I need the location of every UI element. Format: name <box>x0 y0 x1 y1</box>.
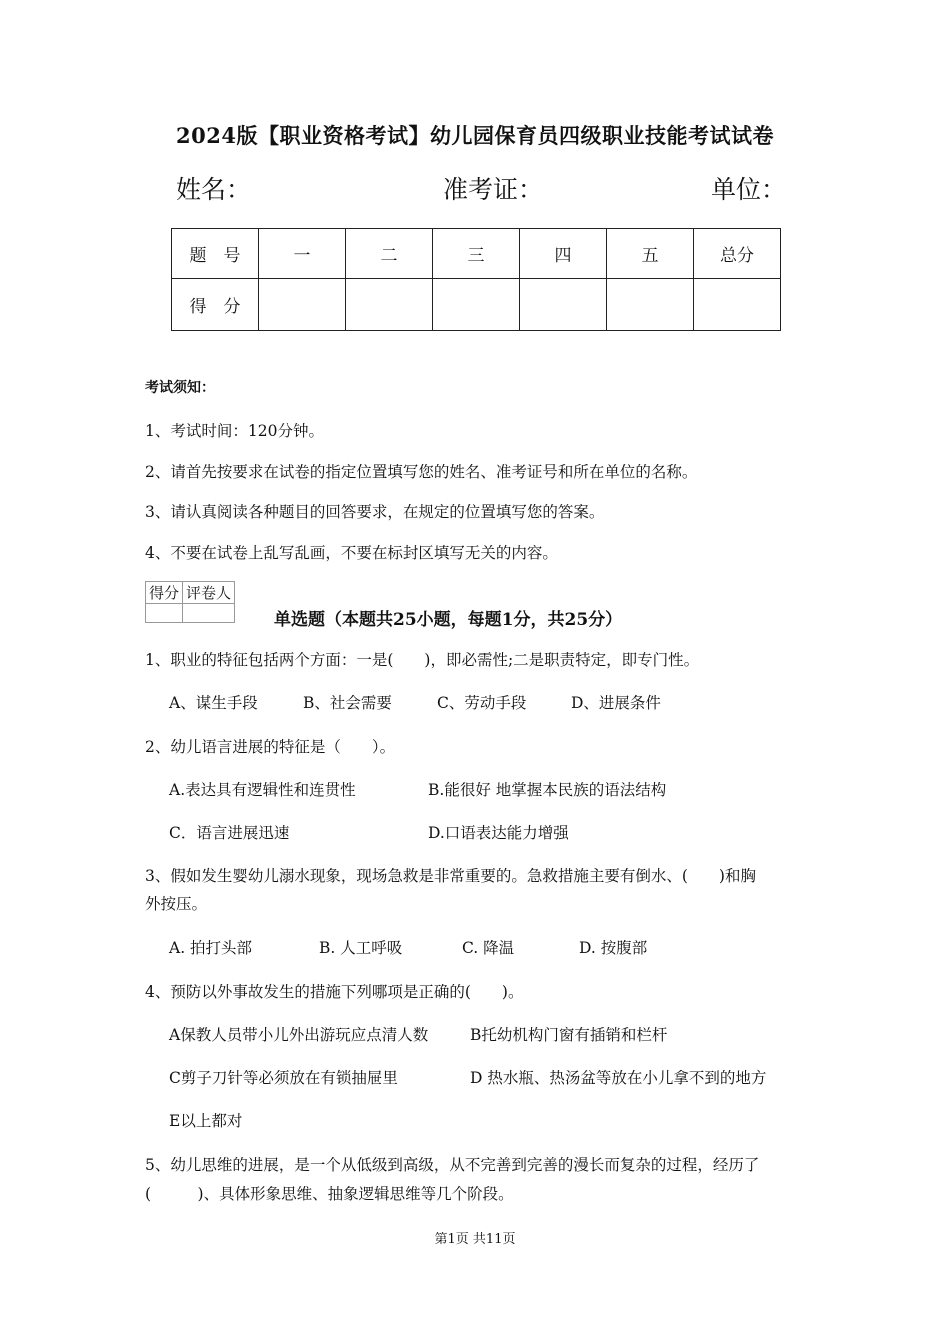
option: D 热水瓶、热汤盆等放在小儿拿不到的地方 <box>470 1069 767 1087</box>
grader-name-cell[interactable] <box>183 604 235 623</box>
option: A.表达具有逻辑性和连贯性 <box>169 781 356 799</box>
notice-item: 3、请认真阅读各种题目的回答要求，在规定的位置填写您的答案。 <box>145 503 605 521</box>
question-stem: 5、幼儿思维的进展，是一个从低级到高级，从不完善到完善的漫长而复杂的过程，经历了 <box>145 1156 760 1174</box>
option: A保教人员带小儿外出游玩应点清人数 <box>169 1026 429 1044</box>
score-cell[interactable] <box>607 279 694 331</box>
score-header-cell: 三 <box>433 229 520 279</box>
score-cell[interactable] <box>346 279 433 331</box>
option: C．语言进展迅速 <box>169 824 290 842</box>
option: B.能很好 地掌握本民族的语法结构 <box>428 781 667 799</box>
option: A. 拍打头部 <box>169 939 253 957</box>
score-table-header-row <box>172 229 781 279</box>
option: A、谋生手段 <box>169 694 258 712</box>
option: D、进展条件 <box>571 694 661 712</box>
section-title: 单选题（本题共25小题，每题1分，共25分） <box>274 610 623 630</box>
score-header-cell: 二 <box>346 229 433 279</box>
question-stem: 4、预防以外事故发生的措施下列哪项是正确的( )。 <box>145 983 524 1001</box>
page-footer: 第1页 共11页 <box>434 1232 516 1247</box>
score-cell[interactable] <box>520 279 607 331</box>
option: C、劳动手段 <box>437 694 527 712</box>
score-cell[interactable] <box>694 279 781 331</box>
option: E以上都对 <box>169 1112 243 1130</box>
score-table <box>171 228 781 331</box>
grader-name-label: 评卷人 <box>183 582 235 604</box>
question-stem-continued: 外按压。 <box>145 895 208 913</box>
score-header-cell: 一 <box>259 229 346 279</box>
score-header-cell: 题 号 <box>172 229 259 279</box>
exam-title: 2024版【职业资格考试】幼儿园保育员四级职业技能考试试卷 <box>176 123 774 148</box>
notice-heading: 考试须知： <box>145 380 215 396</box>
grader-score-cell[interactable] <box>146 604 183 623</box>
score-table-score-row <box>172 279 781 331</box>
score-row-label: 得 分 <box>172 279 259 331</box>
question-stem: 1、职业的特征包括两个方面：一是( )，即必需性;二是职责特定，即专门性。 <box>145 651 700 669</box>
question-stem: 2、幼儿语言进展的特征是（ ）。 <box>145 738 396 756</box>
score-header-cell: 五 <box>607 229 694 279</box>
notice-item: 1、考试时间：120分钟。 <box>145 422 324 440</box>
score-header-cell: 总分 <box>694 229 781 279</box>
exam-id-field-label: 准考证： <box>443 175 544 204</box>
notice-item: 4、不要在试卷上乱写乱画，不要在标封区填写无关的内容。 <box>145 544 558 562</box>
name-field-label: 姓名： <box>176 175 252 204</box>
unit-field-label: 单位： <box>711 175 787 204</box>
option: D.口语表达能力增强 <box>428 824 569 842</box>
grader-box <box>145 581 235 623</box>
option: C剪子刀针等必须放在有锁抽屉里 <box>169 1069 398 1087</box>
option: B. 人工呼吸 <box>319 939 403 957</box>
question-stem-continued: ( )、具体形象思维、抽象逻辑思维等几个阶段。 <box>145 1185 514 1203</box>
notice-item: 2、请首先按要求在试卷的指定位置填写您的姓名、准考证号和所在单位的名称。 <box>145 463 698 481</box>
option: D. 按腹部 <box>579 939 648 957</box>
score-header-cell: 四 <box>520 229 607 279</box>
option: C. 降温 <box>462 939 515 957</box>
question-stem: 3、假如发生婴幼儿溺水现象，现场急救是非常重要的。急救措施主要有倒水、( )和胸 <box>145 867 756 885</box>
option: B托幼机构门窗有插销和栏杆 <box>470 1026 668 1044</box>
score-cell[interactable] <box>433 279 520 331</box>
grader-score-label: 得分 <box>146 582 183 604</box>
score-cell[interactable] <box>259 279 346 331</box>
option: B、社会需要 <box>303 694 392 712</box>
